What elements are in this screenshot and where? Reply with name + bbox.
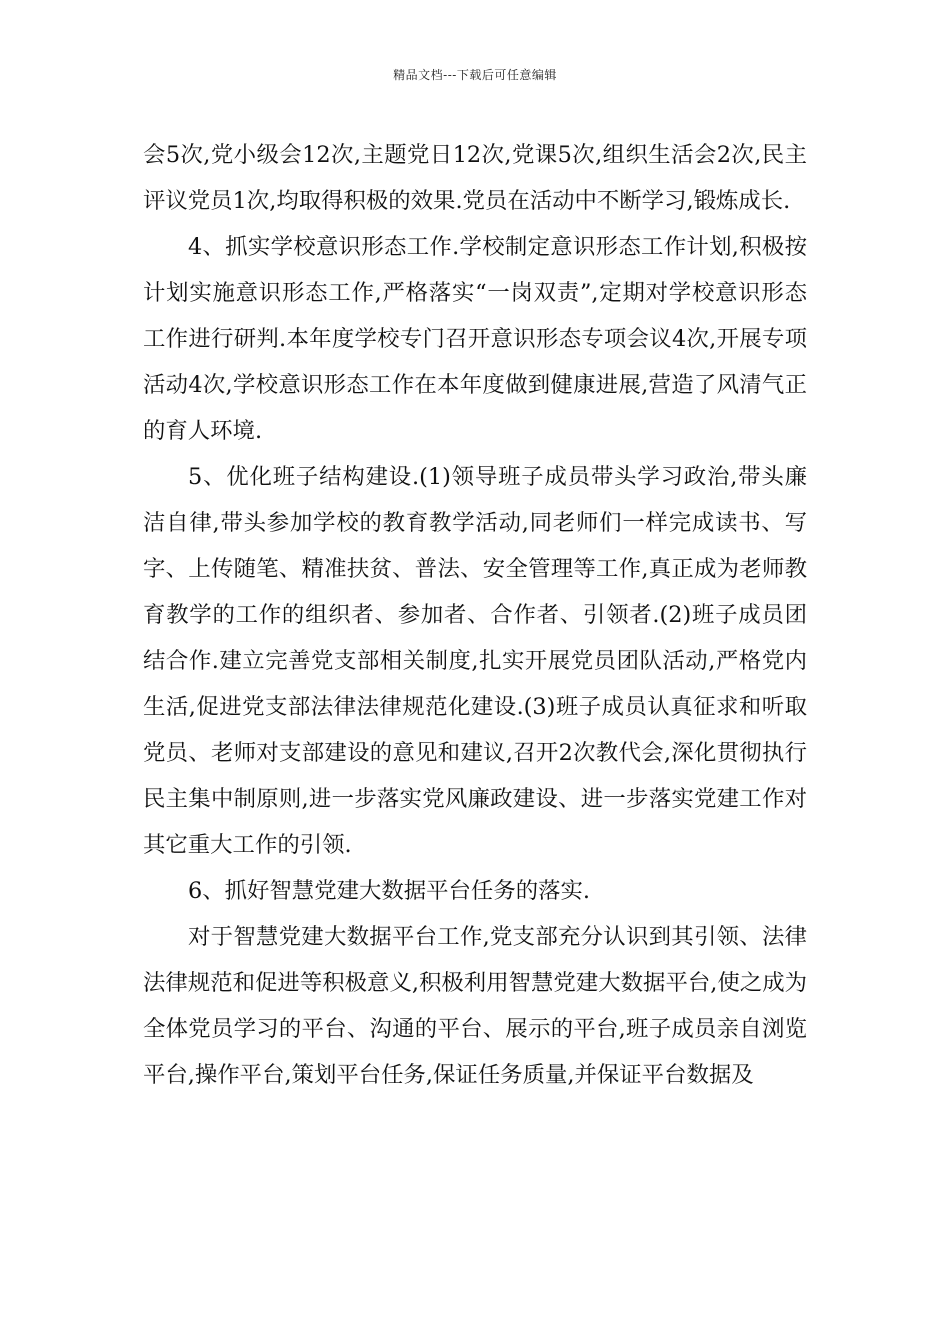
paragraph-item-5: 5、优化班子结构建设.(1)领导班子成员带头学习政治,带头廉洁自律,带头参加学校的教育教学活动,同老师们一样完成读书、写字、上传随笔、精准扶贫、普法、安全管理等工作,真正成为老师教育教学的工作的组织者、参加者、合作者、引领者.(2)班子成员团结合作.建立完善党支部相关制度,扎实开展党员团队活动,严格党内生活,促进党支部法律法律规范化建设.(3)班子成员认真征求和听取党员、老师对支部建设的意见和建议,召开2次教代会,深化贯彻执行民主集中制原则,进一步落实党风廉政建设、进一步落实党建工作对其它重大工作的引领. (143, 464, 807, 858)
paragraph-item-4: 4、抓实学校意识形态工作.学校制定意识形态工作计划,积极按计划实施意识形态工作,严格落实“一岗双责”,定期对学校意识形态工作进行研判.本年度学校专门召开意识形态专项会议4次,开展专项活动4次,学校意识形态工作在本年度做到健康进展,营造了风清气正的育人环境. (143, 234, 807, 444)
paragraph-continuation: 会5次,党小级会12次,主题党日12次,党课5次,组织生活会2次,民主评议党员1次,均取得积极的效果.党员在活动中不断学习,锻炼成长. (143, 142, 807, 214)
page-header: 精品文档---下载后可任意编辑 (393, 68, 557, 82)
paragraph-smart-platform: 对于智慧党建大数据平台工作,党支部充分认识到其引领、法律法律规范和促进等积极意义,积极利用智慧党建大数据平台,使之成为全体党员学习的平台、沟通的平台、展示的平台,班子成员亲自浏览平台,操作平台,策划平台任务,保证任务质量,并保证平台数据及 (143, 924, 807, 1088)
document-body (143, 132, 807, 1098)
paragraph-item-6: 6、抓好智慧党建大数据平台任务的落实. (188, 878, 591, 904)
